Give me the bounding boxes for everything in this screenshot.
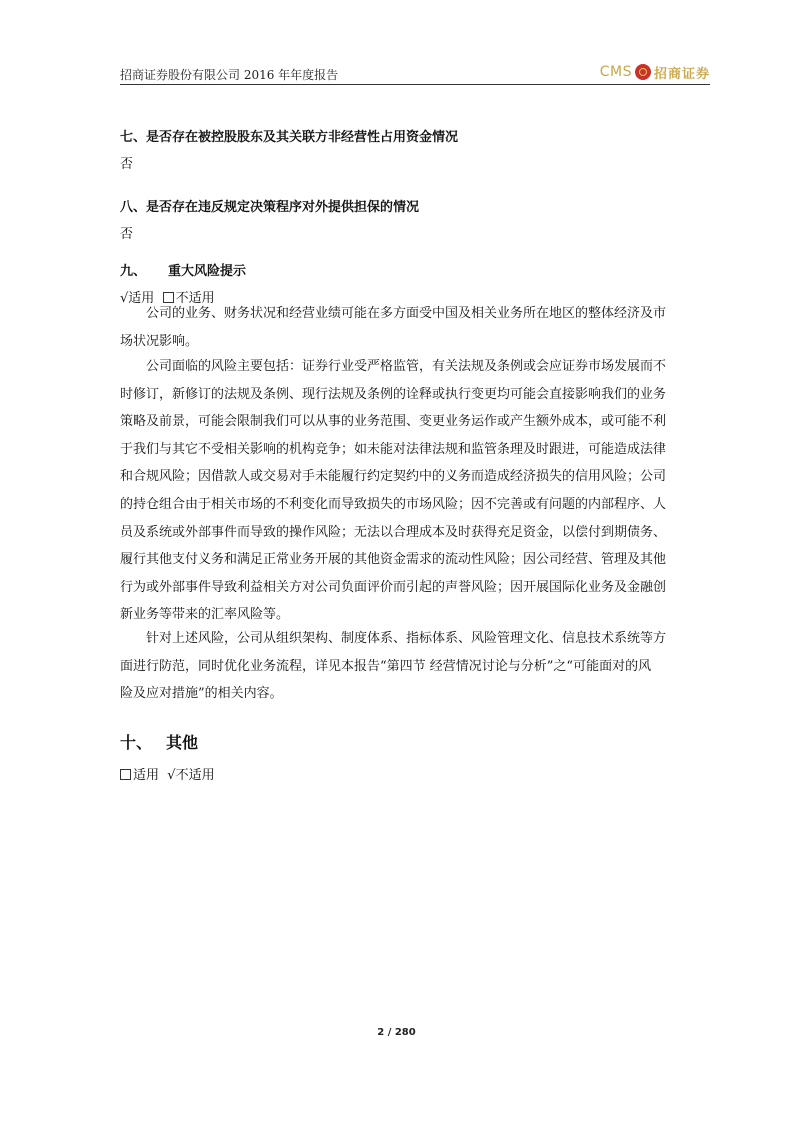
paragraph-line: 和合规风险；因借款人或交易对手未能履行约定契约中的义务而造成经济损失的信用风险；公司 <box>120 469 667 485</box>
paragraph-line: 公司面临的风险主要包括：证券行业受严格监管，有关法规及条例或会应证券市场发展而不 <box>146 359 667 374</box>
paragraph-line: 面进行防范，同时优化业务流程，详见本报告“第四节 经营情况讨论与分析”之“可能面对的风 <box>120 658 652 674</box>
checkmark-icon: √ <box>120 291 129 306</box>
section-9-number: 九、 <box>120 264 147 279</box>
not-applicable-label: 不适用 <box>175 291 215 306</box>
section-9-title: 重大风险提示 <box>168 264 247 279</box>
paragraph-line: 场状况影响。 <box>120 333 199 349</box>
paragraph-line: 策略及前景，可能会限制我们可以从事的业务范围、变更业务运作或产生额外成本，或可能不利 <box>120 414 667 430</box>
risk-paragraph-1 <box>120 300 710 355</box>
paragraph-line: 于我们与其它不受相关影响的机构竞争；如未能对法律法规和监管条理及时跟进，可能造成法律 <box>120 441 667 457</box>
paragraph-line: 履行其他支付义务和满足正常业务开展的其他资金需求的流动性风险；因公司经营、管理及其他 <box>120 552 667 568</box>
logo-company-text: 招商证券 <box>653 66 710 82</box>
page-header <box>120 62 710 84</box>
empty-checkbox-icon <box>120 769 131 780</box>
section-7-heading: 七、是否存在被控股股东及其关联方非经营性占用资金情况 <box>120 130 459 145</box>
risk-paragraph-2 <box>120 353 710 629</box>
paragraph-line: 针对上述风险，公司从组织架构、制度体系、指标体系、风险管理文化、信息技术系统等方 <box>146 631 667 646</box>
applicable-label: 适用 <box>128 291 155 306</box>
paragraph-line: 新业务等带来的汇率风险等。 <box>120 607 290 623</box>
paragraph-line: 公司的业务、财务状况和经营业绩可能在多方面受中国及相关业务所在地区的整体经济及市 <box>146 306 667 321</box>
paragraph-line: 员及系统或外部事件而导致的操作风险；无法以合理成本及时获得充足资金，以偿付到期债务、 <box>120 524 667 540</box>
section-10-number: 十、 <box>120 733 153 752</box>
risk-paragraph-3 <box>120 625 710 708</box>
checkmark-icon: √ <box>167 768 176 783</box>
cms-logo <box>600 62 710 82</box>
paragraph-line: 的持仓组合由于相关市场的不利变化而导致损失的市场风险；因不完善或有问题的内部程序、人 <box>120 496 667 512</box>
applicable-label: 适用 <box>133 768 160 783</box>
header-divider <box>120 84 710 85</box>
page-number: 2 / 280 <box>377 1027 416 1038</box>
report-title: 招商证券股份有限公司 2016 年年度报告 <box>120 68 339 82</box>
logo-cms-text: CMS <box>599 64 632 80</box>
paragraph-line: 时修订，新修订的法规及条例、现行法规及条例的诠释或执行变更均可能会直接影响我们的业务 <box>120 386 667 402</box>
section-8-heading: 八、是否存在违反规定决策程序对外提供担保的情况 <box>120 200 420 215</box>
section-10-heading <box>120 730 198 753</box>
section-10-title: 其他 <box>166 733 199 752</box>
paragraph-line: 险及应对措施”的相关内容。 <box>120 686 283 702</box>
paragraph-line: 行为或外部事件导致利益相关方对公司负面评价而引起的声誉风险；因开展国际化业务及金融创 <box>120 579 667 595</box>
section-7-answer: 否 <box>120 157 134 172</box>
section-10-applicability <box>120 764 215 783</box>
not-applicable-label: 不适用 <box>175 768 215 783</box>
section-8-answer: 否 <box>120 227 134 242</box>
logo-emblem-icon <box>635 64 651 80</box>
section-9-heading <box>120 260 246 279</box>
